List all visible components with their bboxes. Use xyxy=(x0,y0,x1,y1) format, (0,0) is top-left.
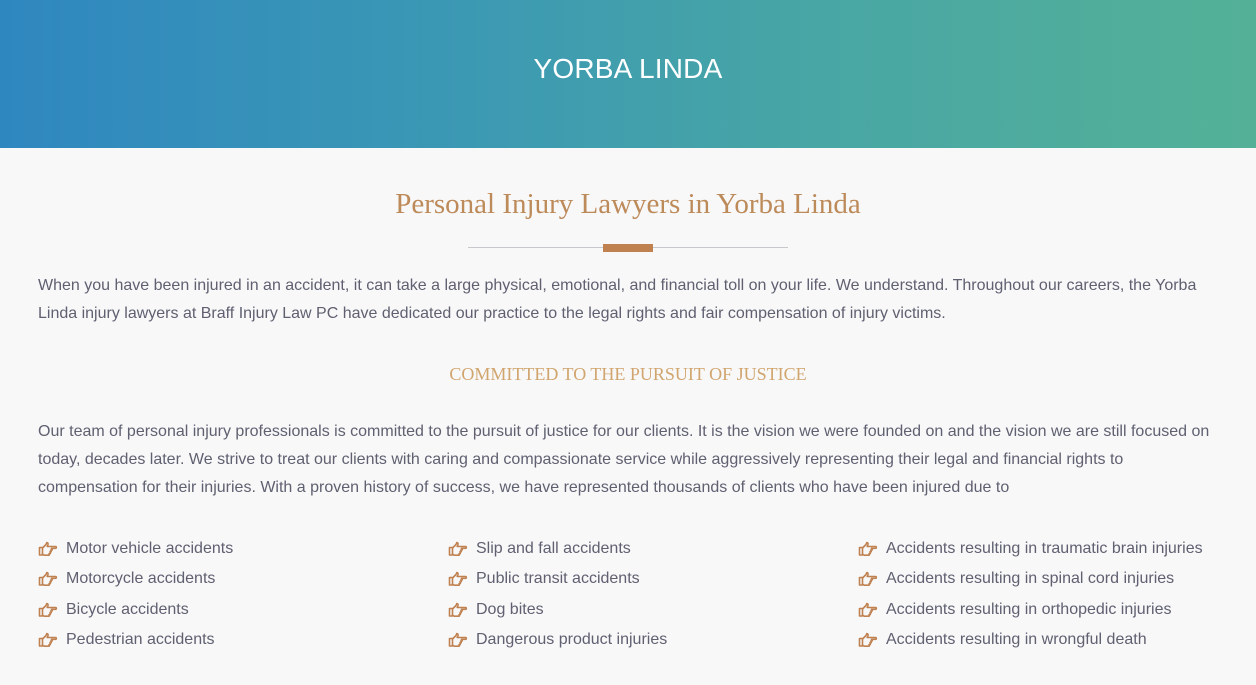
pointing-hand-icon xyxy=(858,602,886,618)
pointing-hand-icon xyxy=(448,571,476,587)
list-item-label: Motorcycle accidents xyxy=(66,570,216,588)
pointing-hand-icon xyxy=(858,632,886,648)
divider-accent-bar xyxy=(603,244,653,252)
list-item-label: Bicycle accidents xyxy=(66,600,189,618)
list-item xyxy=(858,595,1203,625)
list-item xyxy=(858,534,1203,564)
heading-divider xyxy=(468,244,788,252)
list-item xyxy=(38,534,448,564)
team-paragraph: Our team of personal injury professionals is committed to the pursuit of justice for our clients. It is the vision we were founded on and the vision we are still focused on today, decades later. We strive to treat our clients with caring and compassionate service while aggressively representing their legal and financial rights to compensation for their injuries. With a proven history of success, we have represented thousands of clients who have been injured due to xyxy=(38,423,1210,496)
case-types-column-1 xyxy=(38,534,448,655)
list-item xyxy=(448,564,858,594)
case-types-column-3 xyxy=(858,534,1203,655)
pointing-hand-icon xyxy=(858,571,886,587)
page-title: YORBA LINDA xyxy=(533,53,723,84)
main-content xyxy=(0,186,1256,655)
list-item xyxy=(448,625,858,655)
list-item xyxy=(38,625,448,655)
list-item-label: Accidents resulting in orthopedic injuries xyxy=(886,600,1172,618)
list-item-label: Pedestrian accidents xyxy=(66,631,215,649)
list-item xyxy=(448,534,858,564)
list-item-label: Accidents resulting in wrongful death xyxy=(886,631,1147,649)
pointing-hand-icon xyxy=(448,541,476,557)
list-item-label: Accidents resulting in traumatic brain injuries xyxy=(886,540,1203,558)
pointing-hand-icon xyxy=(38,632,66,648)
pointing-hand-icon xyxy=(448,602,476,618)
pointing-hand-icon xyxy=(38,541,66,557)
list-item xyxy=(38,595,448,625)
pointing-hand-icon xyxy=(858,541,886,557)
pointing-hand-icon xyxy=(38,602,66,618)
subsection-heading: COMMITTED TO THE PURSUIT OF JUSTICE xyxy=(449,364,807,384)
list-item-label: Motor vehicle accidents xyxy=(66,540,234,558)
list-item-label: Dangerous product injuries xyxy=(476,631,668,649)
list-item xyxy=(38,564,448,594)
pointing-hand-icon xyxy=(38,571,66,587)
page-banner xyxy=(0,0,1256,148)
pointing-hand-icon xyxy=(448,632,476,648)
list-item-label: Public transit accidents xyxy=(476,570,640,588)
case-types-lists xyxy=(38,534,1218,655)
section-heading: Personal Injury Lawyers in Yorba Linda xyxy=(395,188,861,220)
list-item xyxy=(448,595,858,625)
list-item xyxy=(858,564,1203,594)
list-item-label: Accidents resulting in spinal cord injuries xyxy=(886,570,1175,588)
list-item xyxy=(858,625,1203,655)
list-item-label: Slip and fall accidents xyxy=(476,540,631,558)
case-types-column-2 xyxy=(448,534,858,655)
list-item-label: Dog bites xyxy=(476,600,544,618)
intro-paragraph: When you have been injured in an accident, it can take a large physical, emotional, and financial toll on your life. We understand. Throughout our careers, the Yorba Linda injury lawyers at Braff Injury Law PC have dedicated our practice to the legal rights and fair compensation of injury victims. xyxy=(38,277,1197,322)
